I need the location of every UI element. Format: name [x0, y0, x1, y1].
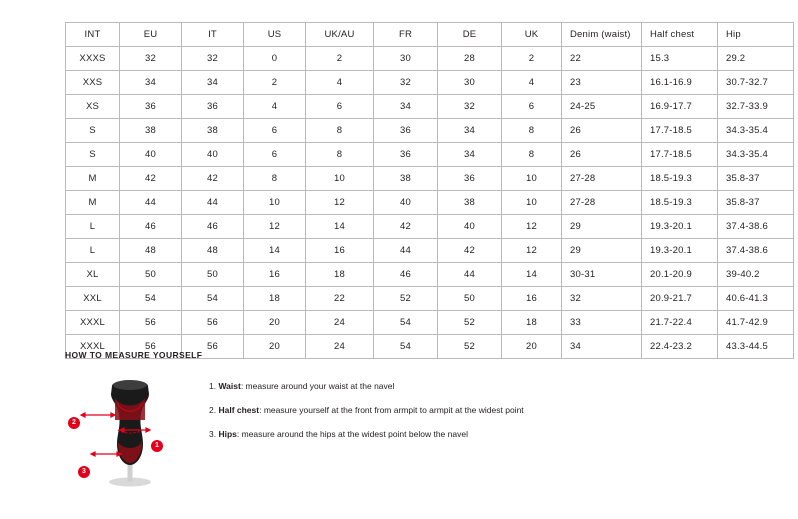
how-to-measure-section [65, 350, 733, 490]
table-cell: 6 [502, 95, 562, 119]
table-cell: 8 [502, 143, 562, 167]
table-column-header: UK [502, 23, 562, 47]
table-cell: 46 [182, 215, 244, 239]
table-cell: 34 [438, 119, 502, 143]
table-cell: 21.7-22.4 [642, 311, 718, 335]
table-cell: 32.7-33.9 [718, 95, 794, 119]
measure-note [209, 404, 524, 417]
table-cell: 42 [182, 167, 244, 191]
table-cell: 40 [120, 143, 182, 167]
table-cell: 36 [120, 95, 182, 119]
table-cell: 48 [120, 239, 182, 263]
table-cell: 20 [244, 335, 306, 359]
measure-note-term: Waist [218, 381, 241, 391]
table-cell: 56 [182, 311, 244, 335]
table-cell: 54 [374, 311, 438, 335]
table-cell: 10 [244, 191, 306, 215]
table-cell: 19.3-20.1 [642, 239, 718, 263]
table-cell: 34 [120, 71, 182, 95]
table-cell: 34 [562, 335, 642, 359]
measure-note-text: : measure around your waist at the navel [240, 381, 395, 391]
table-row [66, 311, 794, 335]
table-cell: 2 [502, 47, 562, 71]
table-cell: 36 [438, 167, 502, 191]
table-cell: 30 [374, 47, 438, 71]
table-cell: 18.5-19.3 [642, 191, 718, 215]
table-cell: 14 [306, 215, 374, 239]
table-cell: 18.5-19.3 [642, 167, 718, 191]
table-cell: 40 [374, 191, 438, 215]
size-chart-table [65, 22, 794, 359]
table-cell: 10 [306, 167, 374, 191]
table-cell: 14 [244, 239, 306, 263]
table-cell: 16.1-16.9 [642, 71, 718, 95]
table-cell: 6 [306, 95, 374, 119]
table-row [66, 95, 794, 119]
table-cell: 54 [120, 287, 182, 311]
table-cell: 34 [182, 71, 244, 95]
table-cell: 44 [120, 191, 182, 215]
table-column-header: US [244, 23, 306, 47]
table-cell: 16.9-17.7 [642, 95, 718, 119]
table-cell: 36 [182, 95, 244, 119]
table-cell: 20 [244, 311, 306, 335]
table-cell: S [66, 119, 120, 143]
table-cell: 52 [438, 335, 502, 359]
measure-note-term: Hips [218, 429, 237, 439]
table-row [66, 71, 794, 95]
table-cell: 39-40.2 [718, 263, 794, 287]
measure-note [209, 380, 524, 393]
table-column-header: Denim (waist) [562, 23, 642, 47]
table-cell: L [66, 215, 120, 239]
table-body [66, 47, 794, 359]
table-cell: 18 [244, 287, 306, 311]
table-cell: XXS [66, 71, 120, 95]
table-cell: 42 [438, 239, 502, 263]
table-cell: 32 [374, 71, 438, 95]
table-cell: 50 [438, 287, 502, 311]
table-column-header: UK/AU [306, 23, 374, 47]
measure-badge-1: 1 [151, 440, 163, 452]
table-cell: 17.7-18.5 [642, 143, 718, 167]
table-cell: 36 [374, 143, 438, 167]
table-cell: 16 [306, 239, 374, 263]
table-cell: 40 [182, 143, 244, 167]
table-cell: 2 [306, 47, 374, 71]
table-cell: 56 [182, 335, 244, 359]
table-cell: 38 [120, 119, 182, 143]
table-row [66, 215, 794, 239]
table-cell: 54 [374, 335, 438, 359]
table-cell: 4 [244, 95, 306, 119]
table-cell: 29.2 [718, 47, 794, 71]
size-chart-table-wrapper [65, 22, 768, 359]
table-cell: 56 [120, 335, 182, 359]
table-cell: 52 [438, 311, 502, 335]
table-cell: 18 [502, 311, 562, 335]
table-cell: 36 [374, 119, 438, 143]
measure-badge-3: 3 [78, 466, 90, 478]
table-cell: L [66, 239, 120, 263]
table-cell: 22 [306, 287, 374, 311]
table-cell: 4 [306, 71, 374, 95]
table-row [66, 239, 794, 263]
table-cell: 8 [244, 167, 306, 191]
table-cell: 38 [182, 119, 244, 143]
table-cell: 32 [120, 47, 182, 71]
table-cell: 15.3 [642, 47, 718, 71]
table-cell: XS [66, 95, 120, 119]
measure-note [209, 428, 524, 441]
how-to-measure-body [65, 370, 733, 490]
table-cell: 27-28 [562, 167, 642, 191]
table-cell: 24-25 [562, 95, 642, 119]
table-cell: 30-31 [562, 263, 642, 287]
table-cell: 41.7-42.9 [718, 311, 794, 335]
table-cell: 38 [374, 167, 438, 191]
table-cell: 0 [244, 47, 306, 71]
mannequin-figure [65, 370, 195, 490]
table-cell: XXL [66, 287, 120, 311]
table-cell: 52 [374, 287, 438, 311]
table-cell: 28 [438, 47, 502, 71]
table-cell: 50 [120, 263, 182, 287]
table-cell: 20.9-21.7 [642, 287, 718, 311]
table-row [66, 191, 794, 215]
table-cell: 12 [244, 215, 306, 239]
table-cell: 24 [306, 311, 374, 335]
table-cell: 14 [502, 263, 562, 287]
table-cell: 35.8-37 [718, 191, 794, 215]
table-cell: 16 [502, 287, 562, 311]
table-cell: 10 [502, 167, 562, 191]
table-cell: S [66, 143, 120, 167]
table-cell: 42 [374, 215, 438, 239]
table-cell: 30 [438, 71, 502, 95]
table-row [66, 143, 794, 167]
table-cell: 22.4-23.2 [642, 335, 718, 359]
table-cell: 37.4-38.6 [718, 215, 794, 239]
table-cell: 20.1-20.9 [642, 263, 718, 287]
table-cell: 42 [120, 167, 182, 191]
table-cell: 34 [438, 143, 502, 167]
table-cell: 44 [182, 191, 244, 215]
table-cell: 27-28 [562, 191, 642, 215]
table-cell: 33 [562, 311, 642, 335]
how-to-measure-title: HOW TO MEASURE YOURSELF [65, 350, 203, 360]
table-cell: 16 [244, 263, 306, 287]
table-cell: 34.3-35.4 [718, 119, 794, 143]
table-cell: 54 [182, 287, 244, 311]
table-column-header: INT [66, 23, 120, 47]
table-cell: 43.3-44.5 [718, 335, 794, 359]
table-cell: 4 [502, 71, 562, 95]
measure-note-text: : measure around the hips at the widest point below the navel [236, 429, 468, 439]
table-cell: 46 [120, 215, 182, 239]
table-cell: 32 [182, 47, 244, 71]
table-cell: 34 [374, 95, 438, 119]
table-cell: 26 [562, 119, 642, 143]
table-row [66, 119, 794, 143]
table-cell: 17.7-18.5 [642, 119, 718, 143]
table-header-row [66, 23, 794, 47]
measure-notes-list [209, 370, 524, 452]
measure-note-number: 2. [209, 405, 217, 415]
table-cell: 30.7-32.7 [718, 71, 794, 95]
table-cell: 12 [502, 215, 562, 239]
table-cell: 29 [562, 239, 642, 263]
table-cell: 8 [306, 119, 374, 143]
measure-note-text: : measure yourself at the front from armpit to armpit at the widest point [259, 405, 524, 415]
table-row [66, 167, 794, 191]
table-cell: 38 [438, 191, 502, 215]
table-row [66, 47, 794, 71]
table-cell: 20 [502, 335, 562, 359]
table-cell: XXXL [66, 335, 120, 359]
table-cell: 23 [562, 71, 642, 95]
table-cell: 29 [562, 215, 642, 239]
table-cell: XXXS [66, 47, 120, 71]
measure-note-number: 1. [209, 381, 217, 391]
table-cell: 32 [438, 95, 502, 119]
measure-note-number: 3. [209, 429, 217, 439]
table-cell: 12 [502, 239, 562, 263]
table-cell: 8 [502, 119, 562, 143]
table-cell: 26 [562, 143, 642, 167]
table-cell: 40 [438, 215, 502, 239]
table-cell: 35.8-37 [718, 167, 794, 191]
table-column-header: FR [374, 23, 438, 47]
table-cell: 24 [306, 335, 374, 359]
table-cell: 40.6-41.3 [718, 287, 794, 311]
table-cell: M [66, 191, 120, 215]
table-cell: 32 [562, 287, 642, 311]
measure-badge-2: 2 [68, 417, 80, 429]
table-cell: 2 [244, 71, 306, 95]
table-cell: 19.3-20.1 [642, 215, 718, 239]
table-cell: 34.3-35.4 [718, 143, 794, 167]
table-cell: 12 [306, 191, 374, 215]
table-cell: 46 [374, 263, 438, 287]
table-cell: 22 [562, 47, 642, 71]
table-cell: 44 [374, 239, 438, 263]
table-cell: 10 [502, 191, 562, 215]
table-cell: 6 [244, 143, 306, 167]
table-cell: 8 [306, 143, 374, 167]
table-row [66, 263, 794, 287]
measure-note-term: Half chest [218, 405, 260, 415]
table-cell: 56 [120, 311, 182, 335]
table-cell: 48 [182, 239, 244, 263]
table-cell: 50 [182, 263, 244, 287]
table-column-header: Half chest [642, 23, 718, 47]
table-column-header: Hip [718, 23, 794, 47]
table-cell: M [66, 167, 120, 191]
table-cell: 37.4-38.6 [718, 239, 794, 263]
table-column-header: EU [120, 23, 182, 47]
table-cell: 18 [306, 263, 374, 287]
table-cell: XL [66, 263, 120, 287]
table-column-header: IT [182, 23, 244, 47]
table-cell: 6 [244, 119, 306, 143]
table-header [66, 23, 794, 47]
table-column-header: DE [438, 23, 502, 47]
table-row [66, 287, 794, 311]
table-cell: XXXL [66, 311, 120, 335]
table-cell: 44 [438, 263, 502, 287]
